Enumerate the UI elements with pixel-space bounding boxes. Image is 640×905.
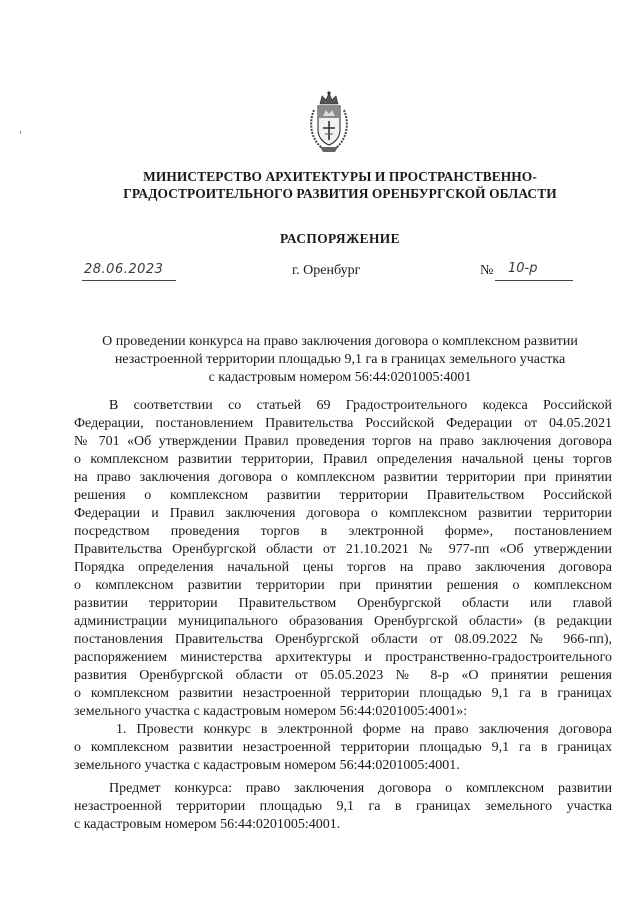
number-sign: №: [480, 263, 494, 278]
item1-line: 1. Провести конкурс в электронной форме на право заключения договора: [116, 722, 612, 737]
orenburg-coat-of-arms-icon: [306, 90, 352, 154]
preamble-line: о комплексном развитии территории при принятии решения о комплексном: [74, 578, 612, 593]
preamble-line: В соответствии со статьей 69 Градостроительного кодекса Российской: [109, 398, 612, 413]
preamble-line: Федерации, постановлением Правительства Российской Федерации от 04.05.2021: [74, 416, 612, 431]
preamble-line: о комплексном развитии территории, Правил определения начальной цены торгов: [74, 452, 612, 467]
preamble-line: администрации муниципального образования Оренбургской области» (в редакции: [74, 614, 612, 629]
preamble-line: посредством проведения торгов в электронной форме», постановлением: [74, 524, 612, 539]
city-name: г. Оренбург: [292, 263, 361, 278]
preamble-line: решения о комплексном развитии территории Правительством Российской: [74, 488, 612, 503]
preamble-line: Порядка определения начальной цены торгов на право заключения договора: [74, 560, 612, 575]
subject-line-1: О проведении конкурса на право заключения договора о комплексном развитии: [102, 334, 578, 349]
number-underline: [495, 280, 573, 281]
preamble-line: о комплексном развитии незастроенной территории площадью 9,1 га в границах: [74, 686, 612, 701]
preamble-line: развития Оренбургской области от 05.05.2023 № 8-р «О принятии решения: [74, 668, 612, 683]
preamble-line: Федерации и Правил заключения договора о комплексном развитии территории: [74, 506, 612, 521]
date-underline: [82, 280, 176, 281]
ministry-name-line-2: ГРАДОСТРОИТЕЛЬНОГО РАЗВИТИЯ ОРЕНБУРГСКОЙ ОБЛАСТИ: [123, 186, 557, 201]
subject-line-2: незастроенной территории площадью 9,1 га в границах земельного участка: [114, 352, 566, 367]
item1-line: о комплексном развитии незастроенной территории площадью 9,1 га в границах: [74, 740, 612, 755]
preamble-line: развитии территории Правительством Оренбургской области или главой: [74, 596, 612, 611]
document-number: 10-р: [508, 261, 538, 276]
margin-mark: [20, 131, 21, 134]
preamble-line: распоряжением министерства архитектуры и пространственно-градостроительного: [74, 650, 612, 665]
contest-subject-line: Предмет конкурса: право заключения договора о комплексном развитии: [109, 781, 612, 796]
preamble-line: земельного участка с кадастровым номером 56:44:0201005:4001»:: [74, 704, 468, 719]
preamble-line: постановления Правительства Оренбургской области от 08.09.2022 № 966-пп),: [74, 632, 612, 647]
preamble-line: на право заключения договора о комплексном развитии территории при принятии: [74, 470, 612, 485]
document-type-title: РАСПОРЯЖЕНИЕ: [280, 231, 400, 246]
preamble-line: Правительства Оренбургской области от 21.10.2021 № 977-пп «Об утверждении: [74, 542, 612, 557]
contest-subject-line: незастроенной территории площадью 9,1 га в границах земельного участка: [74, 799, 612, 814]
subject-line-3: с кадастровым номером 56:44:0201005:4001: [208, 370, 472, 385]
preamble-line: № 701 «Об утверждении Правил проведения торгов на право заключения договора: [74, 434, 612, 449]
ministry-name-line-1: МИНИСТЕРСТВО АРХИТЕКТУРЫ И ПРОСТРАНСТВЕННО-: [143, 169, 537, 184]
document-date: 28.06.2023: [84, 262, 164, 277]
contest-subject-line: с кадастровым номером 56:44:0201005:4001.: [74, 817, 341, 832]
item1-line: земельного участка с кадастровым номером 56:44:0201005:4001.: [74, 758, 460, 773]
